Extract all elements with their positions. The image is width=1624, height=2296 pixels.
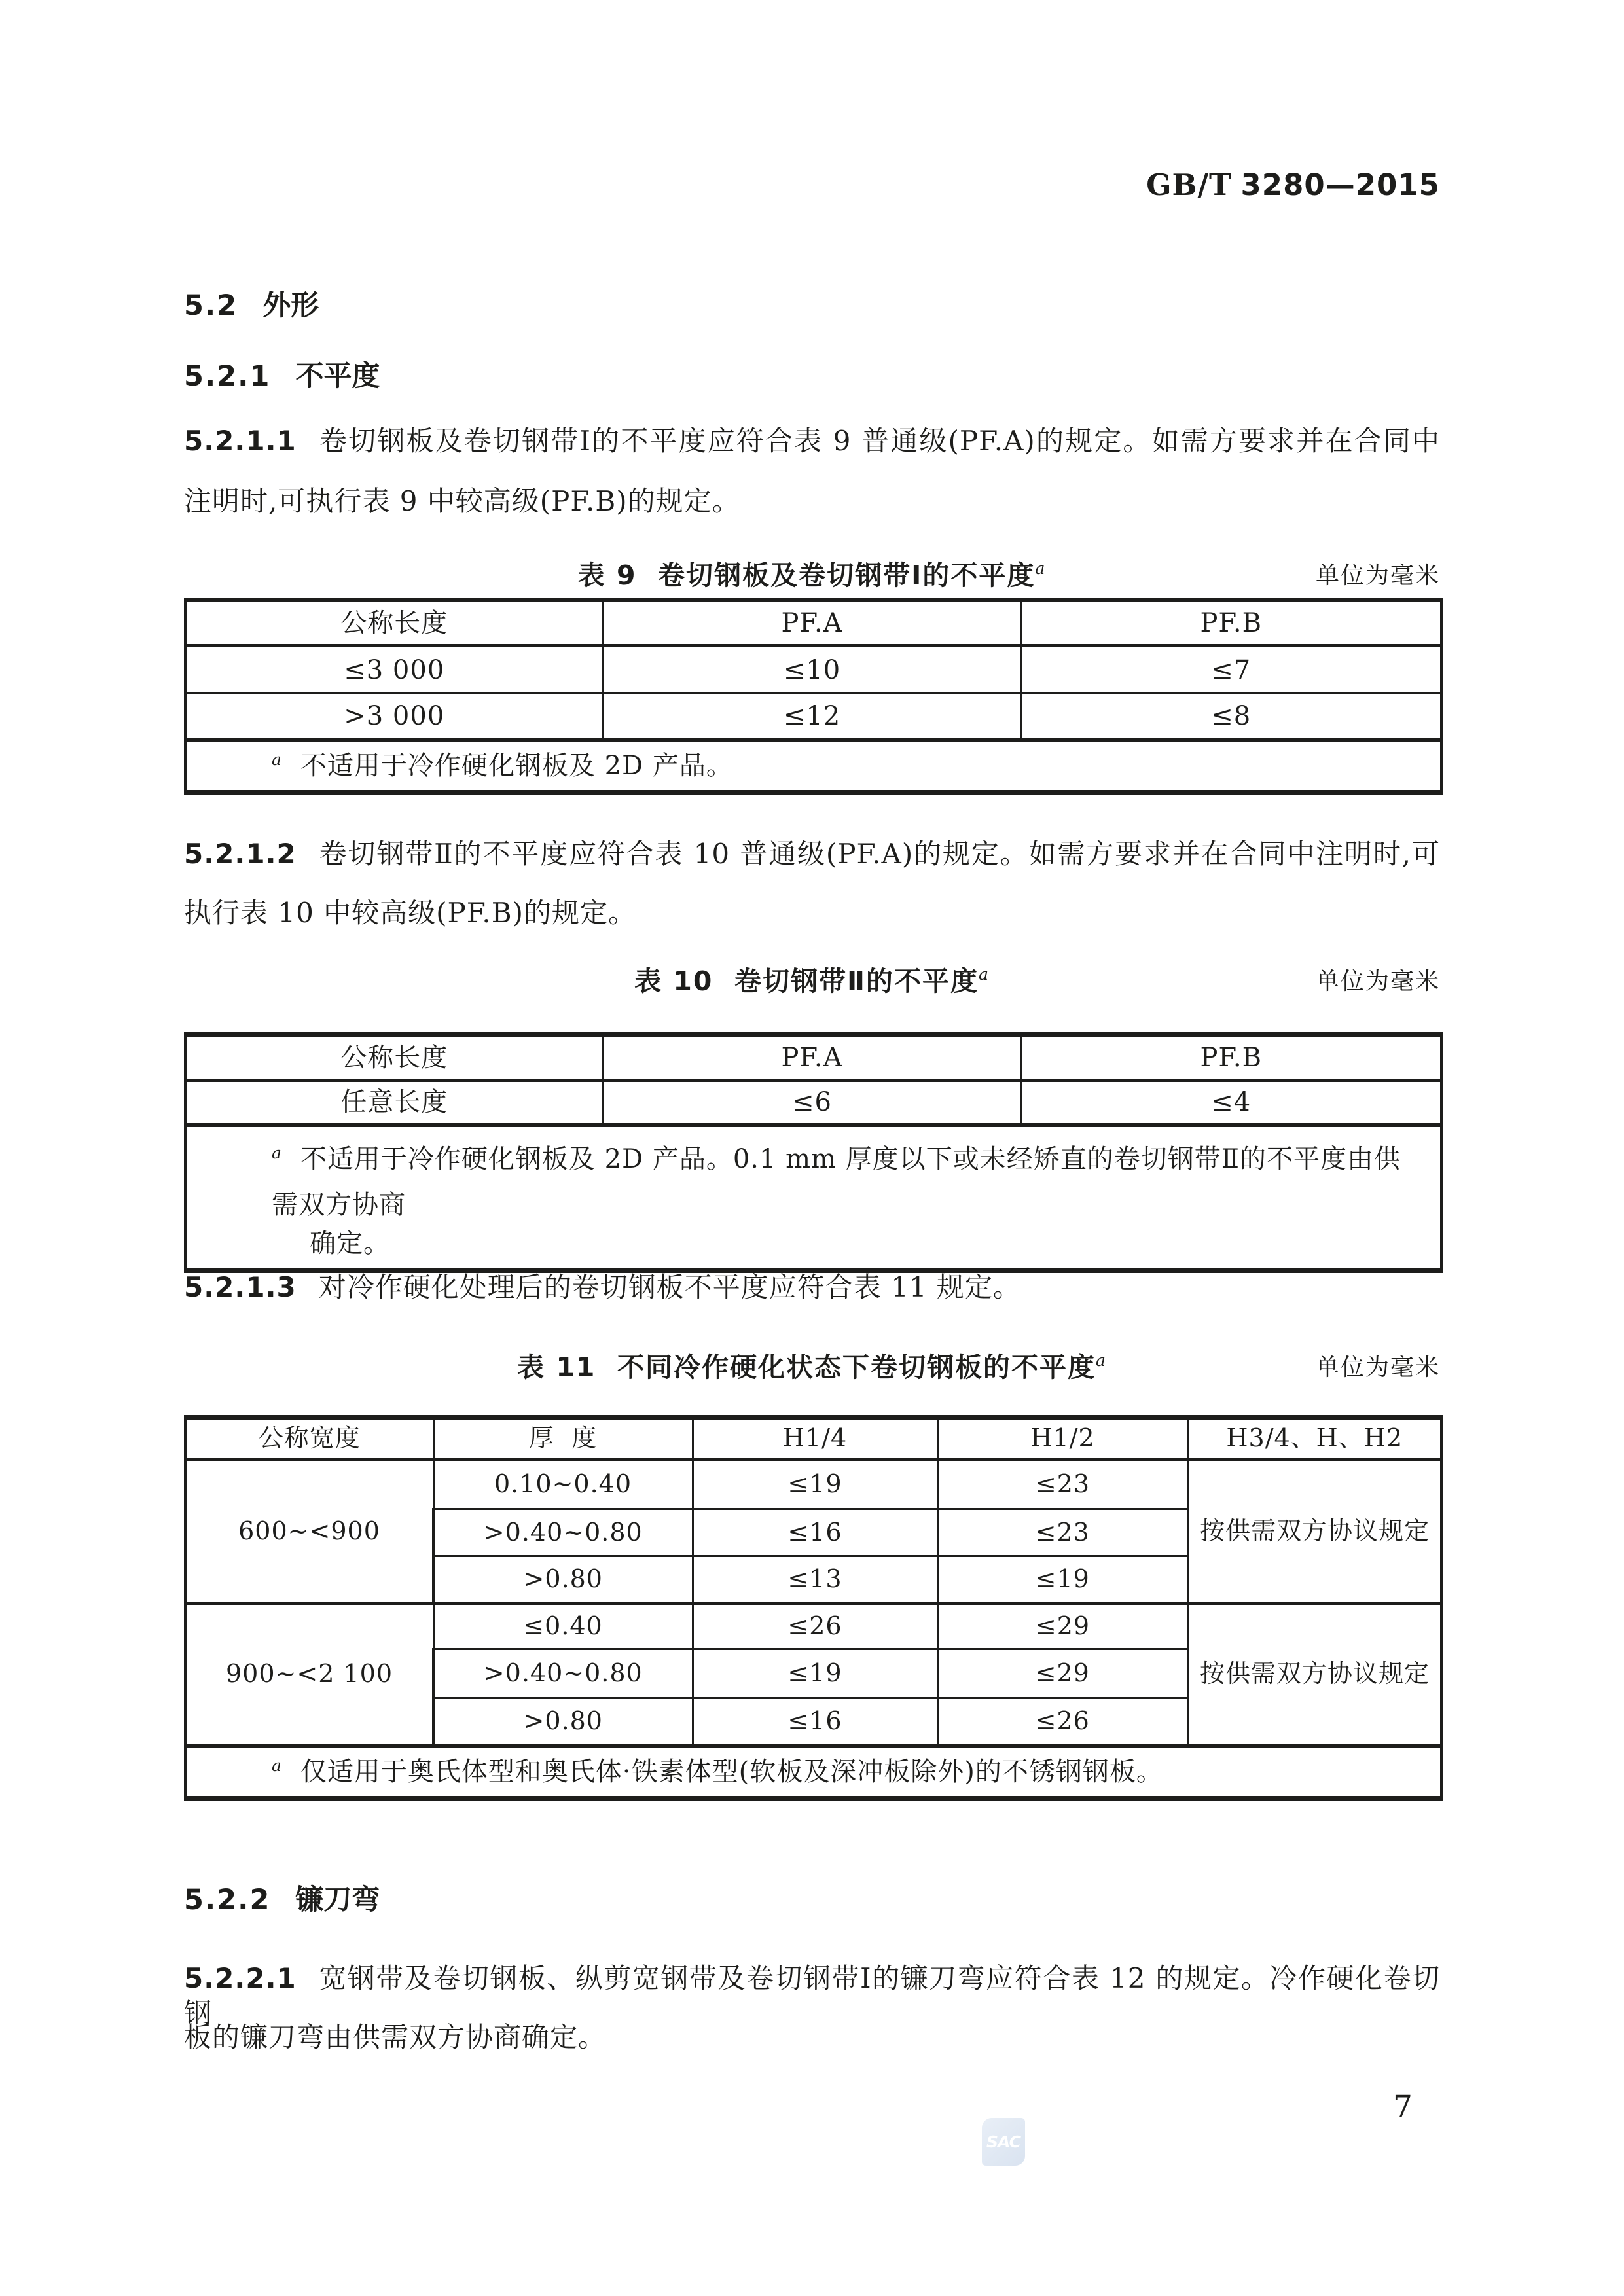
heading-number: 5.2.2 bbox=[184, 1884, 271, 1916]
paragraph-text: 注明时,可执行表 9 中较高级(PF.B)的规定。 bbox=[184, 485, 740, 517]
caption-text: 表 11 不同冷作硬化状态下卷切钢板的不平度 bbox=[517, 1352, 1096, 1383]
table9-footnote bbox=[185, 740, 1441, 793]
table-cell: 任意长度 bbox=[185, 1081, 603, 1125]
table-row bbox=[185, 646, 1441, 694]
table-cell: ≤19 bbox=[693, 1460, 937, 1509]
paragraph-text: 板的镰刀弯由供需双方协商确定。 bbox=[184, 2021, 607, 2053]
table-cell: >3 000 bbox=[185, 694, 603, 740]
footnote-marker: a bbox=[272, 1143, 282, 1162]
table-cell: ≤16 bbox=[693, 1698, 937, 1746]
table-cell: ≤19 bbox=[937, 1556, 1188, 1604]
column-header: PF.B bbox=[1021, 1035, 1441, 1081]
column-header: PF.B bbox=[1021, 600, 1441, 646]
paragraph-text: 执行表 10 中较高级(PF.B)的规定。 bbox=[184, 897, 636, 929]
table11-footnote-row bbox=[185, 1746, 1441, 1799]
table10-unit-label: 单位为毫米 bbox=[1315, 968, 1440, 995]
table-cell: ≤29 bbox=[937, 1604, 1188, 1649]
agreement-cell: 按供需双方协议规定 bbox=[1188, 1460, 1441, 1604]
heading-title: 不平度 bbox=[295, 360, 380, 393]
paragraph-5-2-1-1-line1 bbox=[184, 424, 1440, 459]
column-header: 公称长度 bbox=[185, 1035, 603, 1081]
table10-footnote bbox=[185, 1125, 1441, 1271]
table-cell: ≤26 bbox=[693, 1604, 937, 1649]
heading-title: 外形 bbox=[262, 289, 319, 322]
page-number: 7 bbox=[1393, 2089, 1413, 2125]
footnote-text: 不适用于冷作硬化钢板及 2D 产品。0.1 mm 厚度以下或未经矫直的卷切钢带Ⅱ的不平度由供需双方协商 bbox=[272, 1143, 1401, 1220]
table-cell: ≤23 bbox=[937, 1460, 1188, 1509]
table-row bbox=[185, 1460, 1441, 1509]
table10-caption-row bbox=[184, 960, 1440, 997]
table11-footnote bbox=[185, 1746, 1441, 1799]
paragraph-5-2-2-1-line2 bbox=[184, 2020, 1440, 2055]
heading-number: 5.2 bbox=[184, 289, 238, 322]
table10-header-row bbox=[185, 1035, 1441, 1081]
width-group-cell: 600~<900 bbox=[185, 1460, 433, 1604]
paragraph-5-2-1-1-line2 bbox=[184, 484, 1440, 519]
heading-title: 镰刀弯 bbox=[295, 1884, 380, 1916]
footnote-text-line2: 确定。 bbox=[310, 1228, 390, 1259]
paragraph-text: 对冷作硬化处理后的卷切钢板不平度应符合表 11 规定。 bbox=[318, 1271, 1021, 1303]
table-cell: ≤8 bbox=[1021, 694, 1441, 740]
table-cell: ≤16 bbox=[693, 1509, 937, 1556]
table-cell: ≤4 bbox=[1021, 1081, 1441, 1125]
column-header: 公称长度 bbox=[185, 600, 603, 646]
footnote-marker: a bbox=[272, 1755, 282, 1775]
caption-text: 表 10 卷切钢带Ⅱ的不平度 bbox=[634, 965, 979, 997]
table-cell: ≤12 bbox=[603, 694, 1021, 740]
table-cell: >0.40~0.80 bbox=[433, 1509, 693, 1556]
table-row bbox=[185, 1604, 1441, 1649]
table-cell: ≤19 bbox=[693, 1649, 937, 1698]
table9-unit-label: 单位为毫米 bbox=[1315, 562, 1440, 589]
table-cell: 0.10~0.40 bbox=[433, 1460, 693, 1509]
table9 bbox=[184, 598, 1443, 795]
table9-header-row bbox=[185, 600, 1441, 646]
paragraph-5-2-1-2-line1 bbox=[184, 837, 1440, 872]
footnote-line bbox=[272, 1136, 1414, 1228]
table10-footnote-row bbox=[185, 1125, 1441, 1271]
column-header: 公称宽度 bbox=[185, 1418, 433, 1460]
standard-number: 3280—2015 bbox=[1240, 168, 1440, 202]
caption-footnote-marker: a bbox=[978, 965, 990, 984]
table-cell: ≤26 bbox=[937, 1698, 1188, 1746]
table11-caption bbox=[184, 1346, 1440, 1384]
paragraph-5-2-1-3 bbox=[184, 1270, 1440, 1305]
footnote-text: 仅适用于奥氏体型和奥氏体·铁素体型(软板及深冲板除外)的不锈钢钢板。 bbox=[300, 1756, 1163, 1787]
heading-5-2-1 bbox=[184, 360, 380, 393]
table-cell: ≤6 bbox=[603, 1081, 1021, 1125]
heading-5-2 bbox=[184, 289, 319, 322]
paragraph-text: 卷切钢带Ⅱ的不平度应符合表 10 普通级(PF.A)的规定。如需方要求并在合同中注明时,可 bbox=[318, 838, 1440, 870]
table-cell: >0.40~0.80 bbox=[433, 1649, 693, 1698]
sac-logo bbox=[982, 2118, 1025, 2166]
column-header: PF.A bbox=[603, 1035, 1021, 1081]
caption-text: 表 9 卷切钢板及卷切钢带Ⅰ的不平度 bbox=[577, 560, 1036, 591]
table11-unit-label: 单位为毫米 bbox=[1315, 1354, 1440, 1381]
heading-number: 5.2.1 bbox=[184, 360, 271, 393]
table11-header-row bbox=[185, 1418, 1441, 1460]
paragraph-5-2-1-2-line2 bbox=[184, 896, 1440, 931]
table-cell: ≤10 bbox=[603, 646, 1021, 694]
table11-caption-row bbox=[184, 1346, 1440, 1383]
table10-caption bbox=[184, 960, 1440, 998]
running-header bbox=[184, 168, 1440, 202]
caption-footnote-marker: a bbox=[1035, 559, 1047, 578]
table-cell: ≤0.40 bbox=[433, 1604, 693, 1649]
column-header: H3/4、H、H2 bbox=[1188, 1418, 1441, 1460]
table9-caption-row bbox=[184, 554, 1440, 591]
column-header: H1/4 bbox=[693, 1418, 937, 1460]
footnote-marker: a bbox=[272, 749, 282, 769]
table-cell: ≤3 000 bbox=[185, 646, 603, 694]
column-header: H1/2 bbox=[937, 1418, 1188, 1460]
paragraph-text: 宽钢带及卷切钢板、纵剪宽钢带及卷切钢带Ⅰ的镰刀弯应符合表 12 的规定。冷作硬化卷切钢 bbox=[184, 1962, 1440, 2029]
width-group-cell: 900~<2 100 bbox=[185, 1604, 433, 1746]
table-row bbox=[185, 1081, 1441, 1125]
footnote-text: 不适用于冷作硬化钢板及 2D 产品。 bbox=[300, 750, 733, 781]
table-cell: >0.80 bbox=[433, 1698, 693, 1746]
paragraph-number: 5.2.1.3 bbox=[184, 1271, 297, 1303]
table-cell: ≤7 bbox=[1021, 646, 1441, 694]
standard-prefix: GB/T bbox=[1146, 168, 1232, 202]
table11 bbox=[184, 1415, 1443, 1801]
table-row bbox=[185, 694, 1441, 740]
table9-caption bbox=[184, 554, 1440, 592]
paragraph-number: 5.2.1.1 bbox=[184, 425, 297, 457]
table-cell: ≤13 bbox=[693, 1556, 937, 1604]
table9-footnote-row bbox=[185, 740, 1441, 793]
column-header: PF.A bbox=[603, 600, 1021, 646]
table-cell: ≤29 bbox=[937, 1649, 1188, 1698]
caption-footnote-marker: a bbox=[1095, 1351, 1107, 1370]
table-cell: >0.80 bbox=[433, 1556, 693, 1604]
paragraph-text: 卷切钢板及卷切钢带Ⅰ的不平度应符合表 9 普通级(PF.A)的规定。如需方要求并在合同中 bbox=[318, 425, 1440, 457]
agreement-cell: 按供需双方协议规定 bbox=[1188, 1604, 1441, 1746]
paragraph-number: 5.2.2.1 bbox=[184, 1962, 297, 1994]
column-header: 厚 度 bbox=[433, 1418, 693, 1460]
paragraph-number: 5.2.1.2 bbox=[184, 838, 297, 870]
heading-5-2-2 bbox=[184, 1886, 380, 1914]
sac-logo-text: SAC bbox=[986, 2132, 1020, 2151]
table10 bbox=[184, 1032, 1443, 1273]
table-cell: ≤23 bbox=[937, 1509, 1188, 1556]
